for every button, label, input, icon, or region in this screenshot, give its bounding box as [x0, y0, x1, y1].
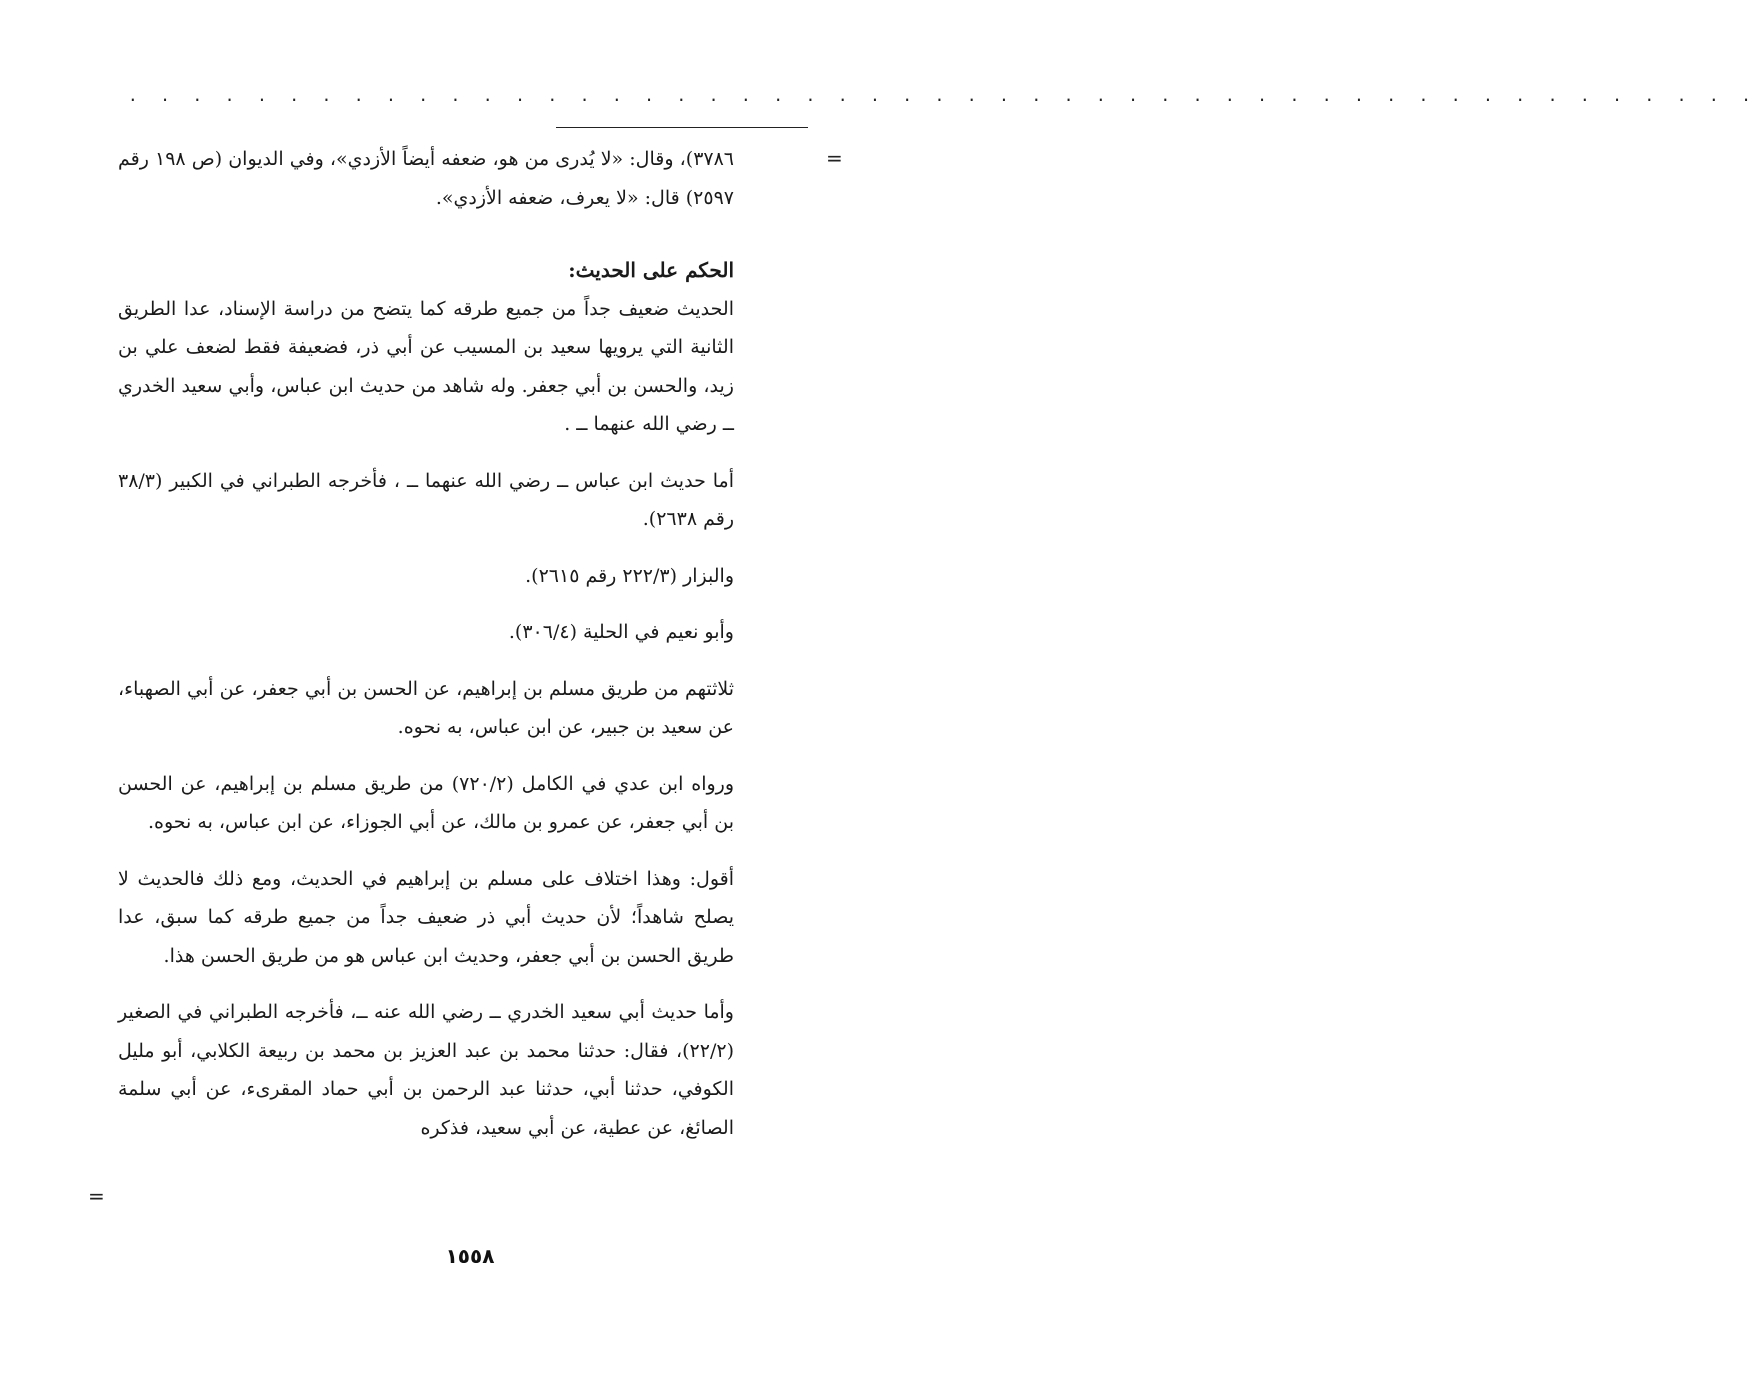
paragraph-author-comment: أقول: وهذا اختلاف على مسلم بن إبراهيم في الحديث، ومع ذلك فالحديث لا يصلح شاهداً؛ لأن حديث أبي ذر ضعيف جداً من جميع طرقه كما سبق، عدا طريق الحسن بن أبي جعفر، وحديث ابن عباس هو من طريق الحسن هذا.: [118, 867, 734, 967]
paragraph-abu-nuaym: وأبو نعيم في الحلية (٣٠٦/٤).: [508, 621, 734, 643]
paragraph-bazzar: والبزار (٢٢٢/٣ رقم ٢٦١٥).: [525, 564, 734, 587]
paragraph-ibn-adi: ورواه ابن عدي في الكامل (٧٢٠/٢) من طريق مسلم بن إبراهيم، عن الحسن بن أبي جعفر، عن عمرو بن مالك، عن أبي الجوزاء، عن ابن عباس، به نحوه.: [118, 772, 734, 833]
paragraph-ruling: الحديث ضعيف جداً من جميع طرقه كما يتضح من دراسة الإسناد، عدا الطريق الثانية التي يرويها سعيد بن المسيب عن أبي ذر، فضعيفة فقط لضعف علي بن زيد، والحسن بن أبي جعفر. وله شاهد من حديث ابن عباس، وأبي سعيد الخدري ــ رضي الله عنهما ــ .: [118, 297, 734, 435]
paragraph-three-routes: ثلاثتهم من طريق مسلم بن إبراهيم، عن الحسن بن أبي جعفر، عن أبي الصهباء، عن سعيد بن جبير، عن ابن عباس، به نحوه.: [118, 677, 734, 738]
footnote-dotted-separator: . . . . . . . . . . . . . . . . . . . . . . . . . . . . . . . . . . . . . . . . . . . . . . . . . . .: [128, 86, 1757, 105]
continuation-mark-bottom: =: [88, 1184, 105, 1208]
paragraph-abu-said: وأما حديث أبي سعيد الخدري ــ رضي الله عنه ــ، فأخرجه الطبراني في الصغير (٢٢/٢)، فقال: حدثنا محمد بن عبد العزيز بن محمد بن ربيعة الكلابي، أبو مليل الكوفي، حدثنا أبي، حدثنا عبد الرحمن بن أبي حماد المقرىء، عن أبي سلمة الصائغ، عن عطية، عن أبي سعيد، فذكره: [118, 1001, 734, 1139]
main-text-column: [118, 140, 734, 1147]
page-number: ١٥٥٨: [445, 1244, 495, 1268]
footnote-rule-line: [556, 127, 808, 128]
section-heading: الحكم على الحديث:: [568, 258, 734, 282]
footnote-continuation: ٣٧٨٦)، وقال: «لا يُدرى من هو، ضعفه أيضاً الأزدي»، وفي الديوان (ص ١٩٨ رقم ٢٥٩٧) قال: «لا يعرف، ضعفه الأزدي».: [118, 148, 735, 209]
paragraph-ibn-abbas: أما حديث ابن عباس ــ رضي الله عنهما ــ ، فأخرجه الطبراني في الكبير (٣٨/٣ رقم ٢٦٣٨).: [118, 469, 734, 530]
continuation-mark-top: =: [826, 146, 843, 170]
